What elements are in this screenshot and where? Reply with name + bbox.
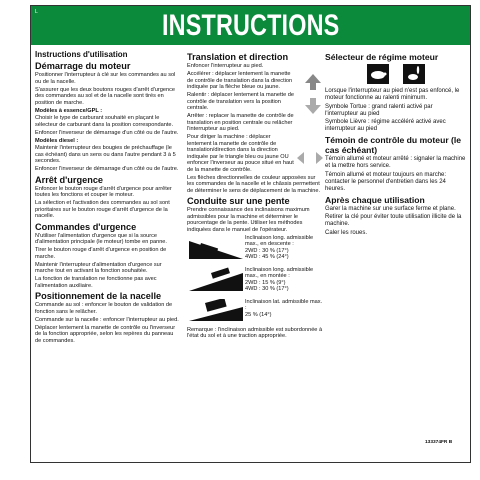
text: 2WD : 15 % (9°) <box>245 279 286 286</box>
text: Enfoncer l'inverseur de démarrage d'un côté ou de l'autre. <box>35 166 179 173</box>
text: 2WD : 30 % (17°) <box>245 247 289 254</box>
text: Inclinaison long. admissible max., en descente : <box>245 234 314 247</box>
text: Enfoncer l'interrupteur au pied. <box>187 63 264 69</box>
heading-platform-positioning: Positionnement de la nacelle <box>35 291 162 302</box>
text: 4WD : 45 % (24°) <box>245 254 289 260</box>
text: Les flèches directionnelles de couleur apposées sur les commandes de la nacelle et le châssis permettent de déterminer le sens de déplacement de la machine. <box>187 174 321 194</box>
incline-downhill <box>187 235 323 265</box>
text: Déplacer lentement la manette de contrôle ou l'inverseur de la fonction appropriée, selon les repères du panneau de commandes. <box>35 324 176 344</box>
heading-emergency-stop: Arrêt d'urgence <box>35 174 104 185</box>
header-banner <box>31 6 470 45</box>
heading-rpm-select: Sélecteur de régime moteur <box>325 52 439 62</box>
rabbit-icon <box>403 64 425 84</box>
rpm-symbols <box>325 64 467 84</box>
text: Prendre connaissance des inclinaisons maximum admissibles pour la machine et déterminer le pourcentage de la pente. Utiliser les méthodes indiquées dans le manuel de l'opérateur. <box>187 207 310 233</box>
text: Retirer la clé pour éviter toute utilisation illicite de la machine. <box>325 214 462 227</box>
column-operating <box>35 50 181 462</box>
text: Enfoncer l'inverseur de démarrage d'un côté ou de l'autre. <box>35 129 179 136</box>
text: Inclinaison lat. admissible max. : <box>245 298 323 311</box>
heading-gas-lpg: Modèles à essence/GPL : <box>35 107 103 114</box>
text: Commande au sol : enfoncer le bouton de validation de fonction sans le relâcher. <box>35 302 173 315</box>
drive-steer-section <box>187 52 323 194</box>
text: La sélection et l'activation des commandes au sol sont prioritaires sur le bouton rouge d'arrêt d'urgence de la nacelle. <box>35 200 170 220</box>
part-number: 133374FR B <box>425 440 453 445</box>
text: Témoin allumé et moteur arrêté : signaler la machine et la mettre hors service. <box>325 156 466 169</box>
text: N'utiliser l'alimentation d'urgence que si la source d'alimentation principale (le moteur) tombe en panne. <box>35 232 167 246</box>
heading-engine-start: Démarrage du moteur <box>35 61 131 71</box>
page-title: INSTRUCTIONS <box>161 8 340 42</box>
up-down-arrows-icon <box>305 74 321 114</box>
heading-after-use: Après chaque utilisation <box>325 194 425 205</box>
text: Remarque : l'inclinaison admissible est subordonnée à l'état du sol et à une traction appropriée. <box>187 326 323 339</box>
text: Ralentir : déplacer lentement la manette de contrôle de translation vers la position centrale. <box>187 92 294 111</box>
text: Témoin allumé et moteur toujours en marche: contacter le personnel d'entretien dans les 24 heures. <box>325 171 447 192</box>
column-engine <box>325 50 467 462</box>
text: 25 % (14°) <box>245 311 272 318</box>
text: La fonction de translation ne fonctionne pas avec l'alimentation auxiliaire. <box>35 276 157 289</box>
text: Caler les roues. <box>325 229 368 236</box>
incline-uphill <box>187 267 323 297</box>
heading-drive-steer: Translation et direction <box>187 52 289 62</box>
corner-mark: L <box>35 9 38 15</box>
left-right-arrows-icon <box>297 152 323 164</box>
text: Maintenir l'interrupteur d'alimentation d'urgence sur marche tout en activant la fonction souhaitée. <box>35 261 162 275</box>
heading-engine-light: Témoin de contrôle du moteur (le cas échéant) <box>325 135 462 155</box>
text: Pour diriger la machine : déplacer lentement la manette de contrôle de translation/direction dans la direction indiquée par le triangle bleu ou jaune OU enfoncer l'inverseur au pouce situé en haut de la manette de contrôle. <box>187 134 294 173</box>
text: Tirer le bouton rouge d'arrêt d'urgence en position de marche. <box>35 247 167 260</box>
side-slope-machine-icon <box>187 299 245 325</box>
heading-slope-driving: Conduite sur une pente <box>187 196 290 206</box>
text: Accélérer : déplacer lentement la manette de contrôle de translation dans la direction indiquée par la flèche bleue ou jaune. <box>187 71 293 90</box>
incline-ratings <box>187 235 323 325</box>
text: Positionner l'interrupteur à clé sur les commandes au sol ou de la nacelle. <box>35 72 176 85</box>
text: Maintenir l'interrupteur des bougies de préchauffage (le cas échéant) dans un sens ou dans l'autre pendant 3 à 5 secondes. <box>35 145 176 165</box>
text: S'assurer que les deux boutons rouges d'arrêt d'urgence des commandes au sol et de la nacelle sont tirés en position de marche. <box>35 86 176 106</box>
section-main-title: Instructions d'utilisation <box>35 50 128 59</box>
text: Symbole Lièvre : régime accéléré activé avec interrupteur au pied <box>325 119 446 132</box>
text: Commande sur la nacelle : enfoncer l'interrupteur au pied. <box>35 316 179 323</box>
text: Symbole Tortue : grand ralenti activé par l'interrupteur au pied <box>325 103 433 117</box>
text: Arrêter : replacer la manette de contrôle de translation en position centrale ou relâcher l'interrupteur au pied. <box>187 113 294 132</box>
incline-side <box>187 299 323 325</box>
text: Garer la machine sur une surface ferme et plane. <box>325 205 456 212</box>
column-driving <box>187 50 323 462</box>
text: Inclinaison long. admissible max., en montée : <box>245 266 314 279</box>
heading-emergency-controls: Commandes d'urgence <box>35 221 137 232</box>
heading-diesel: Modèles diesel : <box>35 137 79 144</box>
uphill-machine-icon <box>187 267 245 297</box>
turtle-icon <box>367 64 389 84</box>
text: Enfoncer le bouton rouge d'arrêt d'urgence pour arrêter toutes les fonctions et couper le moteur. <box>35 185 172 199</box>
text: Lorsque l'interrupteur au pied n'est pas enfoncé, le moteur fonctionne au ralenti minimum. <box>325 88 460 101</box>
text: 4WD : 30 % (17°) <box>245 286 289 292</box>
instruction-decal <box>30 5 471 463</box>
downhill-machine-icon <box>187 235 245 265</box>
text: Choisir le type de carburant souhaité en plaçant le sélecteur de carburant dans la position correspondante. <box>35 115 174 128</box>
